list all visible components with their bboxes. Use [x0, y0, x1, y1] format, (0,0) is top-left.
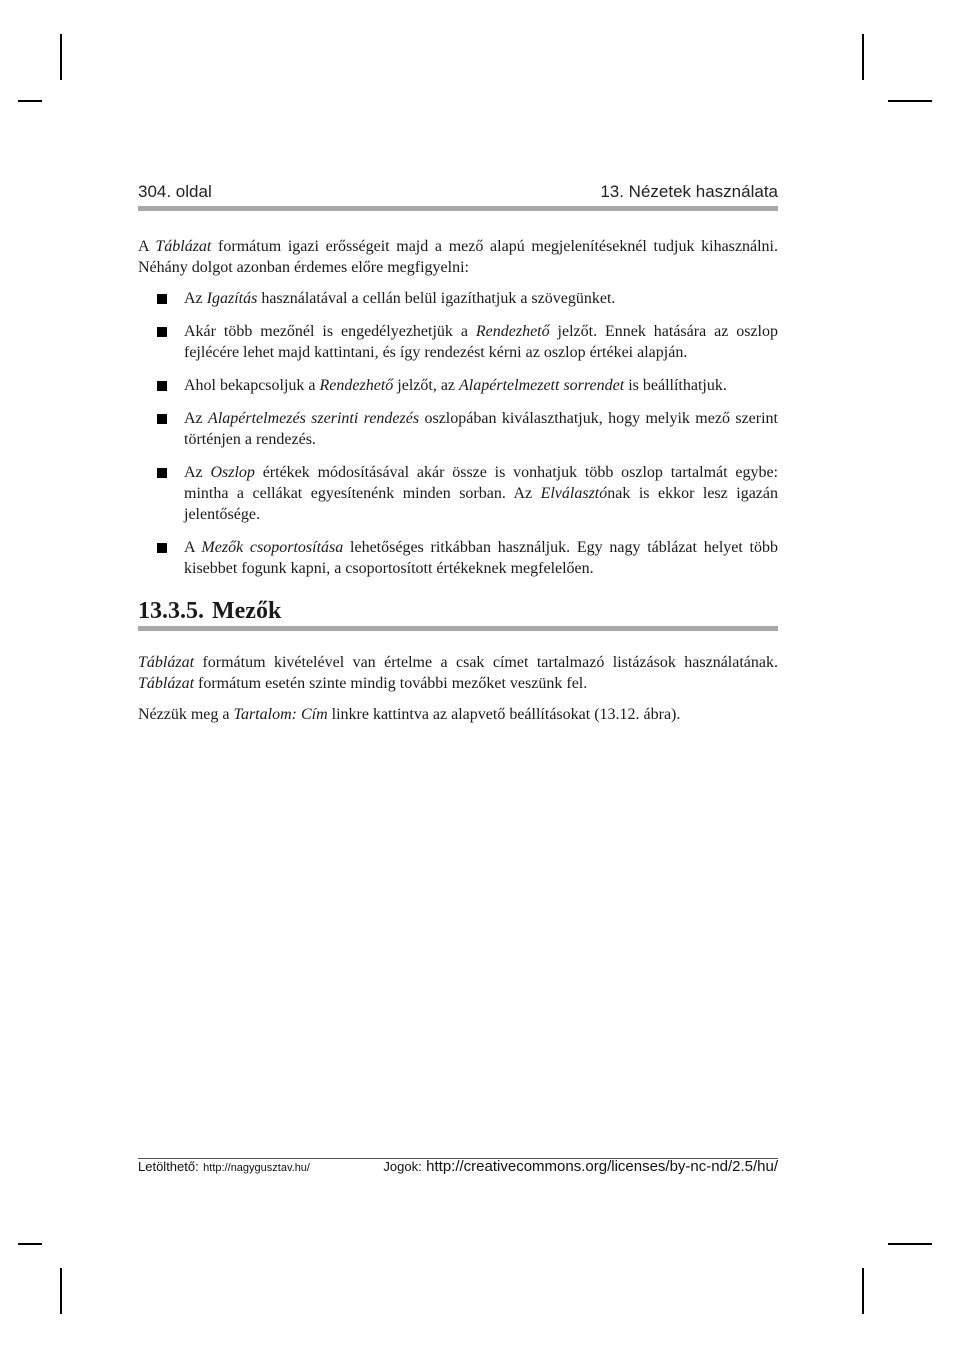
download-info [138, 1158, 310, 1176]
bullet-icon [157, 381, 167, 391]
paragraph: Táblázat formátum kivételével van értelme a csak címet tartalmazó listázások használatának. Táblázat formátum esetén szinte mindig további mezőket veszünk fel. [138, 654, 778, 692]
header-rule [138, 206, 778, 211]
crop-mark [60, 34, 62, 80]
bullet-icon [157, 468, 167, 478]
bullet-icon [157, 543, 167, 553]
list-item: Az Igazítás használatával a cellán belül igazíthatjuk a szövegünket. [138, 288, 778, 309]
list-item: Ahol bekapcsoljuk a Rendezhető jelzőt, az Alapértelmezett sorrendet is beállíthatjuk. [138, 375, 778, 396]
running-header [138, 182, 778, 202]
crop-mark [862, 34, 864, 80]
list-item: Az Alapértelmezés szerinti rendezés oszlopában kiválaszthatjuk, hogy melyik mező szerint történjen a rendezés. [138, 408, 778, 450]
page-footer [138, 1158, 778, 1176]
section-heading [138, 598, 281, 625]
section-title: Mezők [212, 598, 282, 624]
download-label: Letölthető: [138, 1159, 199, 1174]
crop-mark [60, 1268, 62, 1314]
bullet-icon [157, 414, 167, 424]
list-item: A Mezők csoportosítása lehetőséges ritkábban használjuk. Egy nagy táblázat helyet több kisebbet fogunk kapni, a csoportosított értékeknek megfelelően. [138, 537, 778, 579]
section-rule [138, 626, 778, 631]
rights-label: Jogok: [383, 1159, 422, 1174]
intro-paragraph: A Táblázat formátum igazi erősségeit majd a mező alapú megjelenítéseknél tudjuk kihasználni. Néhány dolgot azonban érdemes előre megfigyelni: [138, 238, 778, 276]
main-text [138, 236, 778, 591]
license-link[interactable]: http://creativecommons.org/licenses/by-nc-nd/2.5/hu/ [426, 1158, 778, 1175]
chapter-title: 13. Nézetek használata [600, 182, 778, 201]
download-link[interactable]: http://nagygusztav.hu/ [203, 1162, 310, 1174]
page-number: 304. oldal [138, 182, 212, 201]
bullet-icon [157, 294, 167, 304]
crop-mark [18, 1243, 42, 1245]
crop-mark [888, 1243, 932, 1245]
crop-mark [888, 100, 932, 102]
list-item: Akár több mezőnél is engedélyezhetjük a Rendezhető jelzőt. Ennek hatására az oszlop fejlécére lehet majd kattintani, és így rendezést kérni az oszlop értékei alapján. [138, 321, 778, 363]
section-number: 13.3.5. [138, 598, 204, 624]
list-item: Az Oszlop értékek módosításával akár össze is vonhatjuk több oszlop tartalmát egybe: mintha a cellákat egyesítenénk minden sorban. Az Elválasztónak is ekkor lesz igazán jelentősége. [138, 462, 778, 525]
crop-mark [862, 1268, 864, 1314]
rights-info [383, 1158, 778, 1176]
feature-list [138, 288, 778, 579]
bullet-icon [157, 327, 167, 337]
section-body [138, 652, 778, 735]
paragraph: Nézzük meg a Tartalom: Cím linkre kattintva az alapvető beállításokat (13.12. ábra). [138, 706, 681, 723]
crop-mark [18, 100, 42, 102]
